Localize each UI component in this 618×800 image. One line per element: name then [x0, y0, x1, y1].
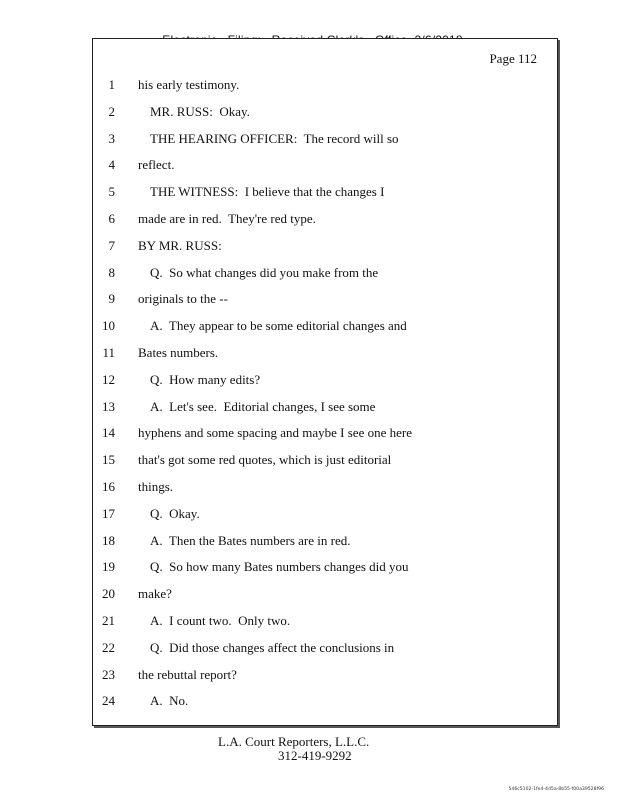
reporter-company: L.A. Court Reporters, L.L.C.: [218, 734, 370, 749]
line-number: 21: [102, 612, 115, 628]
transcript-line: [93, 211, 557, 238]
line-number: 13: [102, 398, 115, 414]
line-text: things.: [138, 478, 174, 494]
transcript-line: [93, 506, 557, 533]
line-text: Q. Okay.: [150, 505, 200, 521]
transcript-line: [93, 693, 557, 720]
line-number: 3: [108, 130, 115, 146]
line-number: 24: [102, 693, 115, 709]
transcript-line: [93, 533, 557, 560]
transcript-line: [93, 479, 557, 506]
page-number: Page 112: [489, 51, 537, 66]
line-number: 7: [108, 237, 115, 253]
line-number: 17: [102, 505, 115, 521]
line-text: reflect.: [138, 157, 175, 173]
transcript-line: [93, 640, 557, 667]
reporter-phone: 312-419-9292: [278, 748, 352, 763]
transcript-line: [93, 452, 557, 479]
line-text: Q. How many edits?: [150, 371, 261, 387]
line-text: A. No.: [150, 693, 189, 709]
transcript-line: [93, 291, 557, 318]
line-text: his early testimony.: [138, 77, 240, 92]
line-text: A. Let's see. Editorial changes, I see some: [150, 398, 376, 414]
line-text: that's got some red quotes, which is just editorial: [138, 452, 392, 468]
line-text: THE HEARING OFFICER: The record will so: [150, 130, 399, 146]
transcript-line: [93, 265, 557, 292]
line-text: A. Then the Bates numbers are in red.: [150, 532, 351, 548]
line-number: 16: [102, 478, 115, 494]
line-number: 15: [102, 452, 115, 468]
line-number: 6: [108, 210, 115, 226]
transcript-line: [93, 425, 557, 452]
line-text: A. They appear to be some editorial changes and: [150, 318, 407, 334]
line-text: Bates numbers.: [138, 344, 219, 360]
line-number: 10: [102, 318, 115, 334]
transcript-line: [93, 131, 557, 158]
line-number: 22: [102, 639, 115, 655]
line-text: make?: [138, 586, 172, 602]
line-number: 1: [108, 77, 115, 92]
document-id: 546c5102-1fe4-4d5a-8b55-f00a39528f96: [508, 787, 604, 792]
line-number: 19: [102, 559, 115, 575]
line-number: 18: [102, 532, 115, 548]
line-text: made are in red. They're red type.: [138, 210, 316, 226]
line-text: the rebuttal report?: [138, 666, 237, 682]
line-number: 8: [108, 264, 115, 280]
transcript-line: [93, 104, 557, 131]
transcript-line: [93, 586, 557, 613]
line-number: 2: [108, 103, 115, 119]
line-number: 14: [102, 425, 115, 441]
line-number: 20: [102, 586, 115, 602]
line-text: Q. Did those changes affect the conclusions in: [150, 639, 395, 655]
transcript-line: [93, 238, 557, 265]
transcript-line: [93, 318, 557, 345]
transcript-line: [93, 613, 557, 640]
transcript-line: [93, 372, 557, 399]
transcript-lines: [93, 77, 557, 720]
line-number: 12: [102, 371, 115, 387]
line-text: originals to the --: [138, 291, 228, 307]
line-text: BY MR. RUSS:: [138, 237, 222, 253]
line-text: A. I count two. Only two.: [150, 612, 291, 628]
line-number: 4: [108, 157, 115, 173]
transcript-line: [93, 77, 557, 104]
line-number: 23: [102, 666, 115, 682]
line-text: THE WITNESS: I believe that the changes I: [150, 184, 385, 200]
line-text: Q. So what changes did you make from the: [150, 264, 379, 280]
transcript-line: [93, 184, 557, 211]
line-text: MR. RUSS: Okay.: [150, 103, 250, 119]
transcript-page: [92, 38, 558, 726]
transcript-line: [93, 157, 557, 184]
line-text: hyphens and some spacing and maybe I see one here: [138, 425, 412, 441]
line-number: 11: [102, 344, 115, 360]
line-text: Q. So how many Bates numbers changes did you: [150, 559, 409, 575]
line-number: 9: [108, 291, 115, 307]
transcript-line: [93, 667, 557, 694]
transcript-line: [93, 399, 557, 426]
transcript-line: [93, 345, 557, 372]
line-number: 5: [108, 184, 115, 200]
transcript-line: [93, 559, 557, 586]
